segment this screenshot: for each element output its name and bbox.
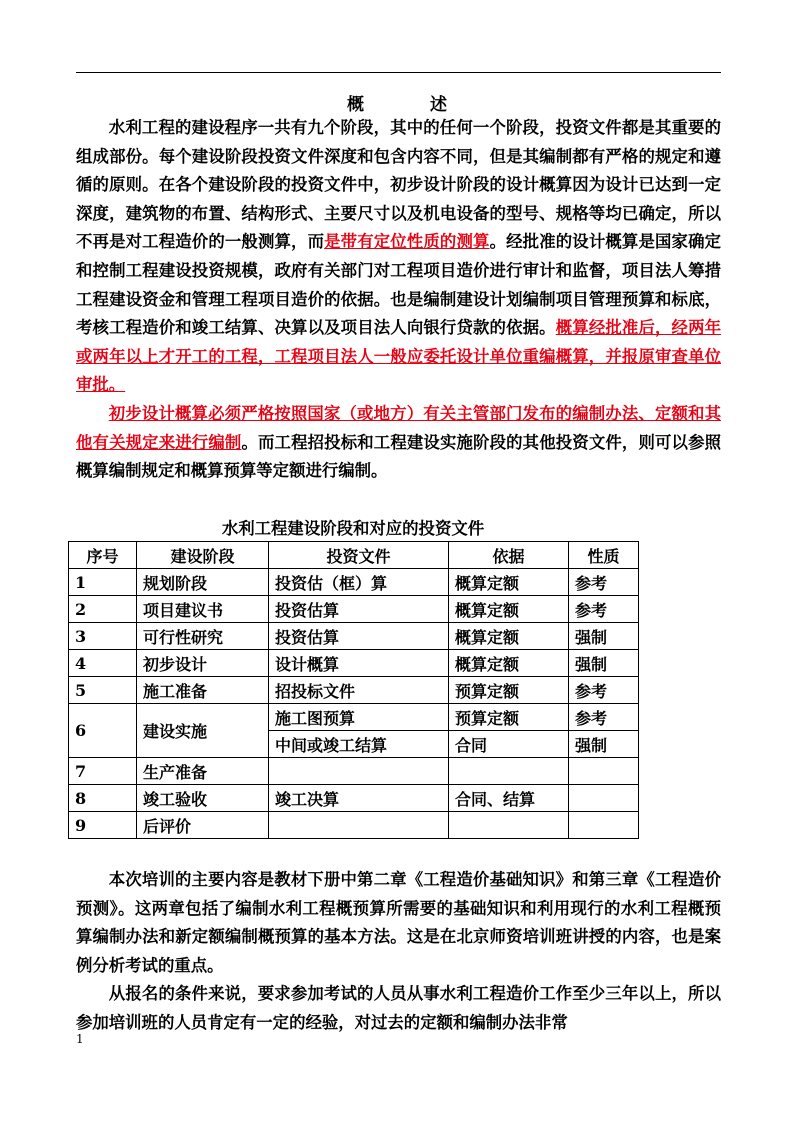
paragraph-1 xyxy=(76,114,721,400)
cell-basis: 概算定额 xyxy=(449,650,569,677)
paragraph-2-text: 。而工程招投标和工程建设实施阶段的其他投资文件，则可以参照概算编制规定和概算预算等定额进行编制。 xyxy=(76,432,722,481)
paragraph-4: 从报名的条件来说，要求参加考试的人员从事水利工程造价工作至少三年以上，所以参加培训班的人员肯定有一定的经验，对过去的定额和编制办法非常 xyxy=(76,984,721,1032)
cell-no: 9 xyxy=(69,812,137,839)
header-no: 序号 xyxy=(69,542,137,569)
cell-doc: 中间或竣工结算 xyxy=(269,731,449,758)
cell-doc xyxy=(269,812,449,839)
cell-no: 2 xyxy=(69,596,137,623)
table-caption: 水利工程建设阶段和对应的投资文件 xyxy=(221,519,485,538)
cell-stage: 建设实施 xyxy=(137,704,269,758)
table-row xyxy=(69,704,639,731)
table-header-row xyxy=(69,542,639,569)
cell-nature: 参考 xyxy=(569,704,639,731)
cell-nature: 参考 xyxy=(569,677,639,704)
cell-doc: 施工图预算 xyxy=(269,704,449,731)
header-rule xyxy=(76,72,721,73)
page-number: 1 xyxy=(76,1032,84,1046)
cell-basis: 概算定额 xyxy=(449,596,569,623)
cell-basis: 预算定额 xyxy=(449,677,569,704)
stages-table xyxy=(68,541,639,839)
cell-stage: 施工准备 xyxy=(137,677,269,704)
cell-no: 4 xyxy=(69,650,137,677)
header-stage: 建设阶段 xyxy=(137,542,269,569)
cell-no: 7 xyxy=(69,758,137,785)
table-row xyxy=(69,650,639,677)
header-nature: 性质 xyxy=(569,542,639,569)
table-row xyxy=(69,623,639,650)
cell-nature xyxy=(569,812,639,839)
cell-nature xyxy=(569,785,639,812)
cell-basis: 合同、结算 xyxy=(449,785,569,812)
paragraph-3: 本次培训的主要内容是教材下册中第二章《工程造价基础知识》和第三章《工程造价预测》。这两章包括了编制水利工程概预算所需要的基础知识和利用现行的水利工程概预算编制办法和新定额编制概预算的基本方法。这是在北京师资培训班讲授的内容，也是案例分析考试的重点。 xyxy=(76,870,721,975)
paragraph-1-highlight-2: 概算经批准后，经两年或两年以上才开工的工程，工程项目法人一般应委托设计单位重编概算，并报原审查单位审批。 xyxy=(76,318,722,395)
table-row xyxy=(69,812,639,839)
cell-basis: 预算定额 xyxy=(449,704,569,731)
cell-basis xyxy=(449,812,569,839)
cell-stage: 后评价 xyxy=(137,812,269,839)
cell-doc: 竣工决算 xyxy=(269,785,449,812)
table-row xyxy=(69,596,639,623)
cell-no: 8 xyxy=(69,785,137,812)
body-upper xyxy=(76,114,721,486)
cell-doc xyxy=(269,758,449,785)
cell-no: 3 xyxy=(69,623,137,650)
cell-no: 1 xyxy=(69,569,137,596)
table-row xyxy=(69,569,639,596)
paragraph-2-highlight: 初步设计概算必须严格按照国家（或地方）有关主管部门发布的编制办法、定额和其他有关规定来进行编制 xyxy=(76,403,721,452)
cell-basis: 概算定额 xyxy=(449,569,569,596)
cell-doc: 投资估算 xyxy=(269,596,449,623)
cell-no: 5 xyxy=(69,677,137,704)
cell-nature: 强制 xyxy=(569,731,639,758)
body-lower xyxy=(76,866,721,1038)
cell-basis: 概算定额 xyxy=(449,623,569,650)
table-row xyxy=(69,677,639,704)
cell-basis: 合同 xyxy=(449,731,569,758)
cell-stage: 生产准备 xyxy=(137,758,269,785)
cell-nature: 强制 xyxy=(569,623,639,650)
cell-no: 6 xyxy=(69,704,137,758)
cell-doc: 设计概算 xyxy=(269,650,449,677)
cell-doc: 投资估（框）算 xyxy=(269,569,449,596)
page-title: 概 述 xyxy=(347,95,477,115)
table-row xyxy=(69,785,639,812)
cell-nature: 强制 xyxy=(569,650,639,677)
paragraph-1-text-b: 。经批准的设计概算是国家确定和控制工程建设投资规模，政府有关部门对工程项目造价进行审计和监督，项目法人筹措工程建设资金和管理工程项目造价的依据。也是编制建设计划编制项目管理预算和标底，考核工程造价和竣工结算、决算以及项目法人向银行贷款的依据。 xyxy=(76,232,722,338)
paragraph-1-highlight-1: 是带有定位性质的测算 xyxy=(324,232,490,252)
cell-doc: 投资估算 xyxy=(269,623,449,650)
paragraph-2 xyxy=(76,400,721,486)
cell-nature: 参考 xyxy=(569,596,639,623)
cell-nature xyxy=(569,758,639,785)
paragraph-1-text-a: 水利工程的建设程序一共有九个阶段，其中的任何一个阶段，投资文件都是其重要的组成部份。每个建设阶段投资文件深度和包含内容不同，但是其编制都有严格的规定和遵循的原则。在各个建设阶段的投资文件中，初步设计阶段的设计概算因为设计已达到一定深度，建筑物的布置、结构形式、主要尺寸以及机电设备的型号、规格等均已确定，所以不再是对工程造价的一般测算，而 xyxy=(76,118,721,252)
header-basis: 依据 xyxy=(449,542,569,569)
cell-basis xyxy=(449,758,569,785)
header-doc: 投资文件 xyxy=(269,542,449,569)
cell-stage: 竣工验收 xyxy=(137,785,269,812)
cell-doc: 招投标文件 xyxy=(269,677,449,704)
cell-stage: 规划阶段 xyxy=(137,569,269,596)
cell-stage: 初步设计 xyxy=(137,650,269,677)
cell-nature: 参考 xyxy=(569,569,639,596)
table-row xyxy=(69,758,639,785)
cell-stage: 项目建议书 xyxy=(137,596,269,623)
cell-stage: 可行性研究 xyxy=(137,623,269,650)
